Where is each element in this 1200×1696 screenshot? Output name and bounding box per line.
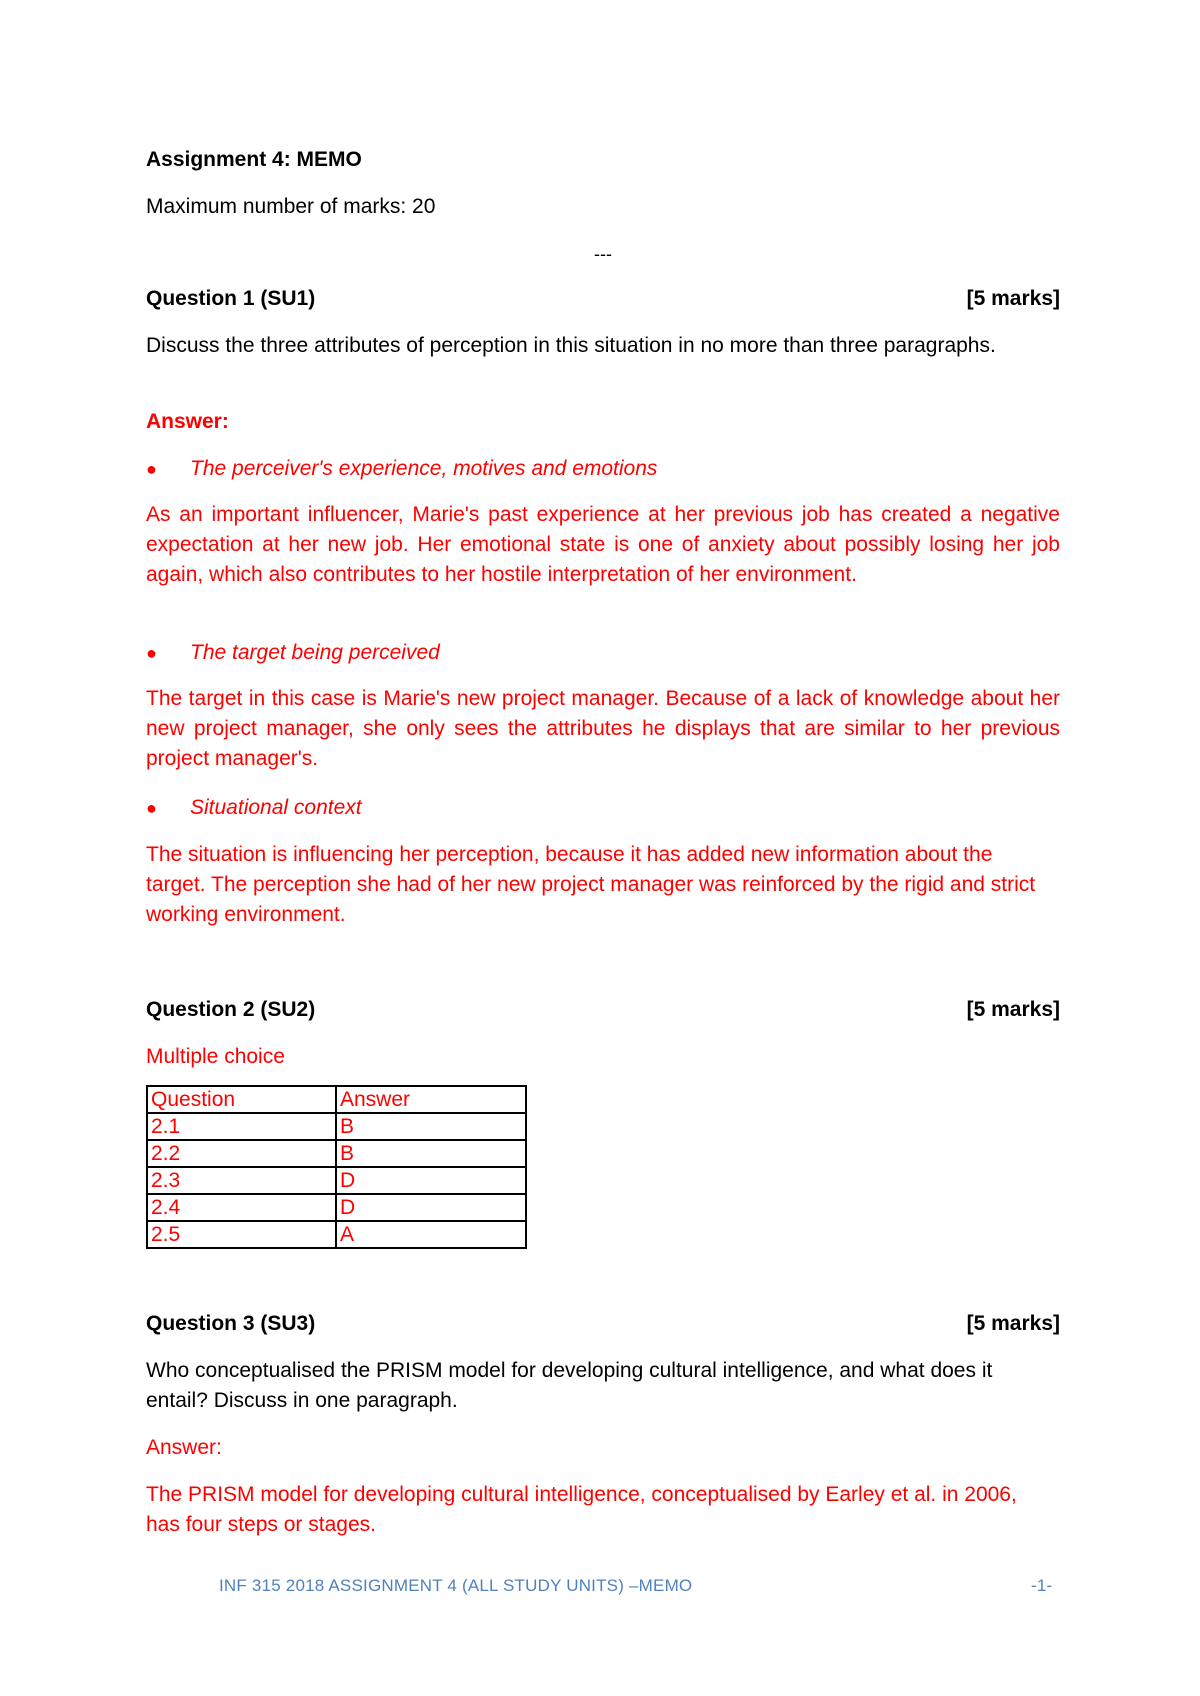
question-3-text: Who conceptualised the PRISM model for developing cultural intelligence, and what does it entail? Discuss in one paragraph. xyxy=(146,1359,993,1412)
table-cell: D xyxy=(336,1167,526,1194)
table-row xyxy=(147,1221,526,1248)
column-header: Question xyxy=(147,1086,336,1113)
table-cell: 2.4 xyxy=(147,1194,336,1221)
column-header: Answer xyxy=(336,1086,526,1113)
question-3-marks: [5 marks] xyxy=(966,1312,1060,1335)
table-row xyxy=(147,1140,526,1167)
document-title: Assignment 4: MEMO xyxy=(146,148,362,171)
bullet-item xyxy=(146,793,1060,823)
question-3-header xyxy=(146,1309,1060,1339)
bullet-icon: ● xyxy=(146,459,157,479)
answer-paragraph: The PRISM model for developing cultural intelligence, conceptualised by Earley et al. in 2006, has four steps or stages. xyxy=(146,1483,1017,1536)
question-2-title: Question 2 (SU2) xyxy=(146,998,316,1021)
separator: --- xyxy=(594,244,612,264)
question-1-text: Discuss the three attributes of perception in this situation in no more than three paragraphs. xyxy=(146,334,996,357)
bullet-icon: ● xyxy=(146,643,157,663)
max-marks: Maximum number of marks: 20 xyxy=(146,195,436,218)
question-3-answer-label: Answer: xyxy=(146,1436,222,1459)
table-header-row xyxy=(147,1086,526,1113)
page-number: -1- xyxy=(1031,1576,1053,1595)
question-2-subtitle: Multiple choice xyxy=(146,1045,285,1068)
bullet-heading: The target being perceived xyxy=(190,641,440,664)
question-1-header xyxy=(146,284,1060,314)
table-cell: 2.5 xyxy=(147,1221,336,1248)
answer-table xyxy=(146,1085,527,1249)
question-2-header xyxy=(146,995,1060,1025)
bullet-heading: The perceiver's experience, motives and emotions xyxy=(190,457,658,480)
table-cell: 2.2 xyxy=(147,1140,336,1167)
table-row xyxy=(147,1113,526,1140)
table-cell: 2.1 xyxy=(147,1113,336,1140)
answer-paragraph: The target in this case is Marie's new project manager. Because of a lack of knowledge about her new project manager, she only sees the attributes he displays that are similar to her previous project manager's. xyxy=(146,687,1060,770)
table-cell: A xyxy=(336,1221,526,1248)
bullet-icon: ● xyxy=(146,798,157,818)
table-row xyxy=(147,1194,526,1221)
answer-paragraph: The situation is influencing her perception, because it has added new information about the target. The perception she had of her new project manager was reinforced by the rigid and strict working environment. xyxy=(146,843,1036,926)
question-3-title: Question 3 (SU3) xyxy=(146,1312,316,1335)
bullet-item xyxy=(146,454,1060,484)
table-cell: 2.3 xyxy=(147,1167,336,1194)
table-cell: D xyxy=(336,1194,526,1221)
question-1-marks: [5 marks] xyxy=(966,287,1060,310)
table-cell: B xyxy=(336,1113,526,1140)
question-1-answer-label: Answer: xyxy=(146,410,229,433)
question-1-title: Question 1 (SU1) xyxy=(146,287,316,310)
question-2-marks: [5 marks] xyxy=(966,998,1060,1021)
bullet-item xyxy=(146,638,1060,668)
table-row xyxy=(147,1167,526,1194)
footer-title: INF 315 2018 ASSIGNMENT 4 (ALL STUDY UNITS) –MEMO xyxy=(219,1576,693,1595)
table-cell: B xyxy=(336,1140,526,1167)
answer-paragraph: As an important influencer, Marie's past experience at her previous job has created a negative expectation at her new job. Her emotional state is one of anxiety about possibly losing her job again, which also contributes to her hostile interpretation of her environment. xyxy=(146,503,1060,586)
bullet-heading: Situational context xyxy=(190,796,362,819)
